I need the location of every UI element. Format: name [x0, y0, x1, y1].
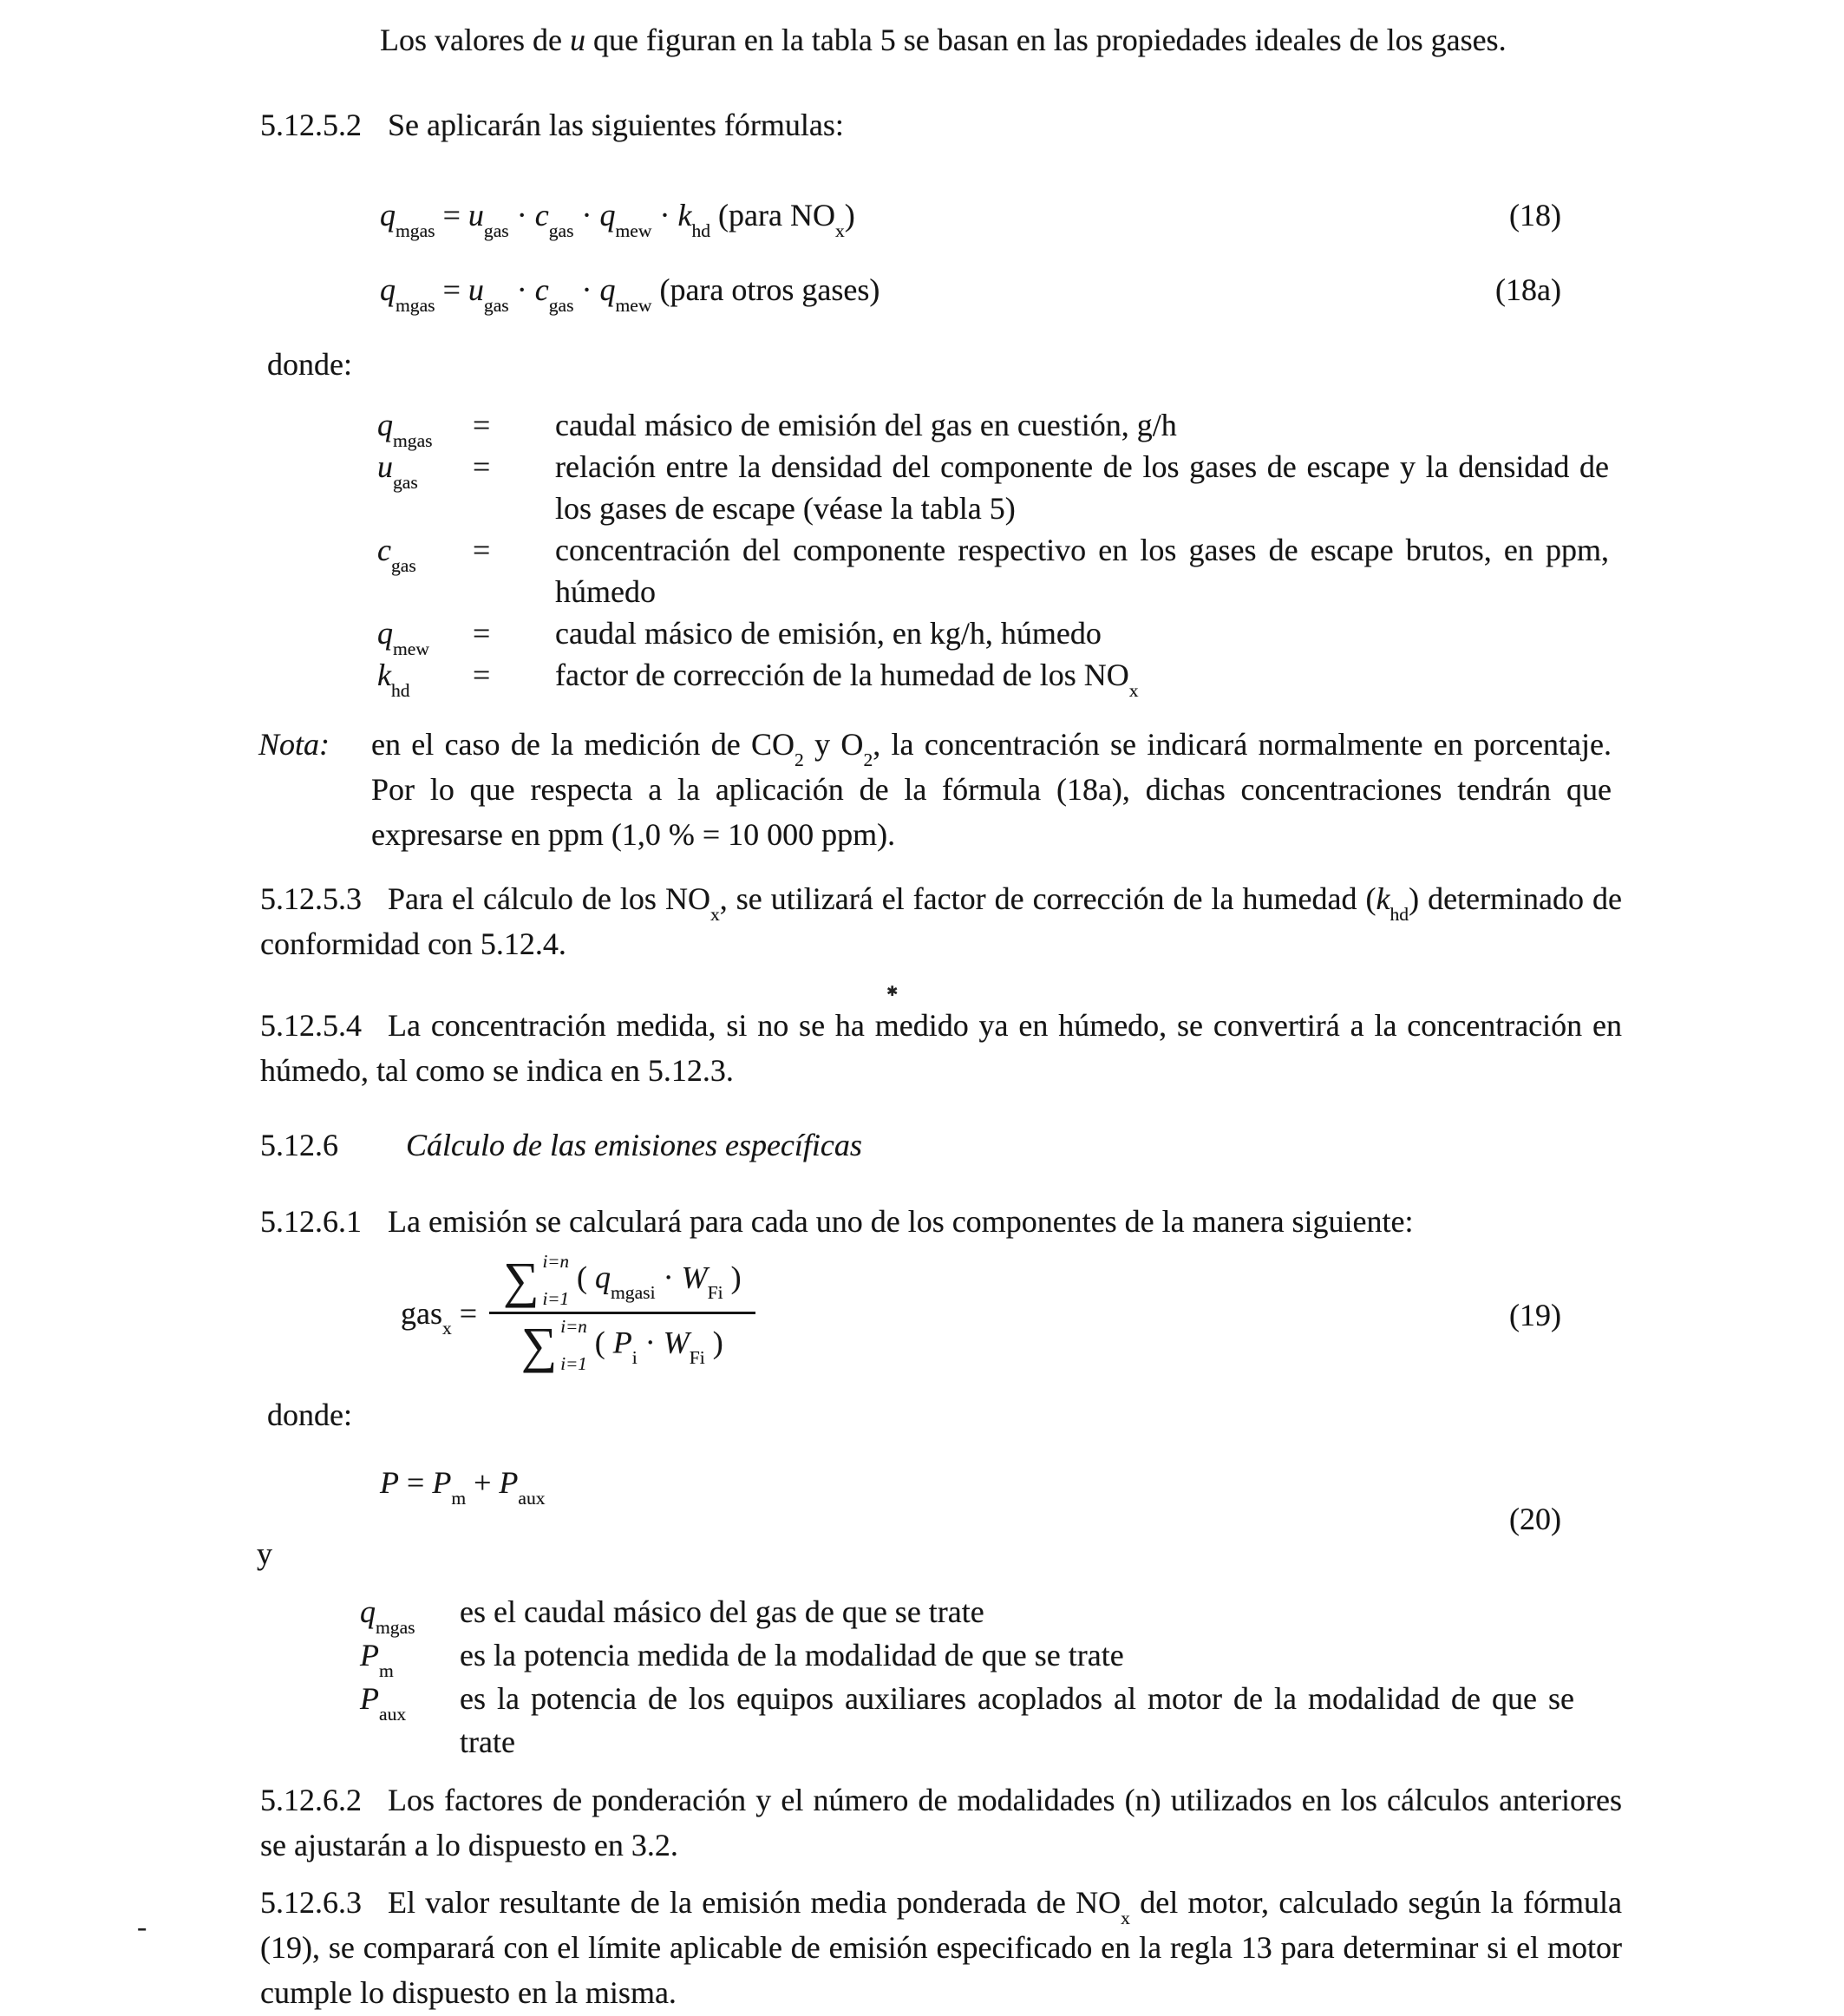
equation-19-body — [401, 1253, 755, 1373]
section-text: Se aplicarán las siguientes fórmulas: — [388, 108, 844, 142]
paragraph-intro-text: Los valores de u que figuran en la tabla 5 se basan en las propiedades ideales de los gases. — [380, 23, 1507, 57]
definition-text: caudal másico de emisión del gas en cuestión, g/h — [555, 408, 1177, 442]
definition-text: factor de corrección de la humedad de los $NO_x$ — [555, 658, 1139, 701]
definition-symbol: $k_{hd}$ — [377, 658, 410, 701]
definition-row — [377, 654, 1622, 701]
definition-row — [377, 404, 1622, 451]
section-5-12-6-heading — [260, 1123, 1622, 1168]
section-5-12-6-1 — [260, 1199, 1622, 1244]
definition-symbol: $q_{mew}$ — [377, 616, 429, 659]
section-number: 5.12.6 — [260, 1128, 338, 1162]
section-5-12-6-3 — [260, 1880, 1622, 2015]
definition-equals: = — [473, 408, 491, 442]
nota-block — [258, 722, 1622, 857]
equation-18-body: $q_{mgas} = u_{gas} \cdot c_{gas} \cdot q_{mew} \cdot k_{hd}$ (para $NO_x$) — [380, 198, 855, 241]
section-text: El valor resultante de la emisión media ponderada de $NO_x$ del motor, calculado según la fórmula (19), se comparará con el límite aplicable de emisión especificado en la regla 13 para determinar si el motor cumple lo dispuesto en la misma. — [260, 1885, 1622, 2010]
equation-19-numerator: ∑ i=n i=1 ( $q_{mgasi} \cdot W_{Fi}$ ) — [489, 1253, 755, 1314]
nota-text: en el caso de la medición de $CO_2$ y $O_2$, la concentración se indicará normalmente en porcentaje. Por lo que respecta a la aplicación de la fórmula (18a), dichas concentraciones tendrán que expresarse en ppm (1,0 % = 10 000 ppm). — [371, 727, 1612, 852]
conjunction-y: y — [257, 1536, 272, 1571]
definition-symbol: $c_{gas}$ — [377, 533, 416, 576]
equation-18a — [260, 267, 1622, 316]
equation-20 — [260, 1460, 1622, 1536]
definition-symbol: $P_m$ — [360, 1638, 394, 1681]
equation-19-label: (19) — [1509, 1298, 1561, 1332]
equation-19 — [260, 1253, 1622, 1373]
definition-symbol: $P_{aux}$ — [360, 1681, 407, 1725]
definitions-list-2 — [360, 1590, 1622, 1764]
definition-symbol: $q_{mgas}$ — [377, 408, 433, 451]
donde-label-1: donde: — [267, 347, 352, 382]
definition-row — [377, 446, 1622, 529]
donde-label-2: donde: — [267, 1397, 352, 1432]
definition-equals: = — [473, 658, 491, 692]
equation-19-fraction — [489, 1253, 755, 1373]
section-text: Los factores de ponderación y el número de modalidades (n) utilizados en los cálculos anteriores se ajustarán a lo dispuesto en 3.2. — [260, 1783, 1622, 1862]
section-title: Cálculo de las emisiones específicas — [406, 1128, 862, 1162]
definition-text: es la potencia de los equipos auxiliares acoplados al motor de la modalidad de que se trate — [460, 1681, 1574, 1759]
scan-speck-artifact: ✱ — [886, 985, 899, 999]
section-number: 5.12.6.1 — [260, 1204, 362, 1239]
page-content — [257, 0, 1622, 2015]
section-number: 5.12.5.4 — [260, 1008, 362, 1043]
section-5-12-5-3 — [260, 876, 1622, 966]
paragraph-intro — [260, 0, 1622, 62]
scan-margin-dash-artifact: - — [137, 1911, 147, 1943]
equation-18a-body: $q_{mgas} = u_{gas} \cdot c_{gas} \cdot q_{mew}$ (para otros gases) — [380, 272, 880, 316]
nota-label: Nota: — [258, 727, 330, 762]
definition-equals: = — [473, 533, 491, 567]
equation-19-lhs: gas$_x$ = — [401, 1295, 478, 1339]
definition-row — [360, 1590, 1622, 1638]
definition-row — [377, 529, 1622, 612]
section-5-12-6-2 — [260, 1777, 1622, 1868]
equation-18-label: (18) — [1509, 198, 1561, 232]
section-number: 5.12.6.2 — [260, 1783, 362, 1817]
equation-18 — [260, 193, 1622, 241]
equation-20-label: (20) — [1509, 1502, 1561, 1536]
section-number: 5.12.5.3 — [260, 881, 362, 916]
definition-text: es el caudal másico del gas de que se trate — [460, 1594, 984, 1629]
definitions-list-1 — [377, 404, 1622, 701]
section-text: La concentración medida, si no se ha medido ya en húmedo, se convertirá a la concentración en húmedo, tal como se indica en 5.12.3. — [260, 1008, 1622, 1088]
section-number: 5.12.6.3 — [260, 1885, 362, 1920]
section-5-12-5-4 — [260, 1003, 1622, 1093]
section-text: Para el cálculo de los $NO_x$, se utilizará el factor de corrección de la humedad $(k_{hd})$ determinado de conformidad con 5.12.4. — [260, 881, 1622, 961]
definition-symbol: $u_{gas}$ — [377, 449, 418, 493]
equation-20-body: $P = P_m + P_{aux}$ — [380, 1465, 546, 1509]
section-5-12-5-2 — [260, 102, 1622, 147]
definition-equals: = — [473, 449, 491, 484]
definition-row — [377, 612, 1622, 659]
definition-text: es la potencia medida de la modalidad de que se trate — [460, 1638, 1124, 1672]
definition-text: relación entre la densidad del componente de los gases de escape y la densidad de los gases de escape (véase la tabla 5) — [555, 449, 1609, 526]
equation-19-denominator: ∑ i=n i=1 ( $P_i \cdot W_{Fi}$ ) — [520, 1316, 723, 1374]
equation-18a-label: (18a) — [1495, 272, 1561, 307]
definition-symbol: $q_{mgas}$ — [360, 1594, 415, 1638]
definition-row — [360, 1633, 1622, 1681]
definition-text: caudal másico de emisión, en kg/h, húmedo — [555, 616, 1102, 651]
definition-row — [360, 1677, 1622, 1764]
section-text: La emisión se calculará para cada uno de los componentes de la manera siguiente: — [388, 1204, 1414, 1239]
definition-text: concentración del componente respectivo en los gases de escape brutos, en ppm, húmedo — [555, 533, 1609, 609]
definition-equals: = — [473, 616, 491, 651]
section-number: 5.12.5.2 — [260, 108, 362, 142]
